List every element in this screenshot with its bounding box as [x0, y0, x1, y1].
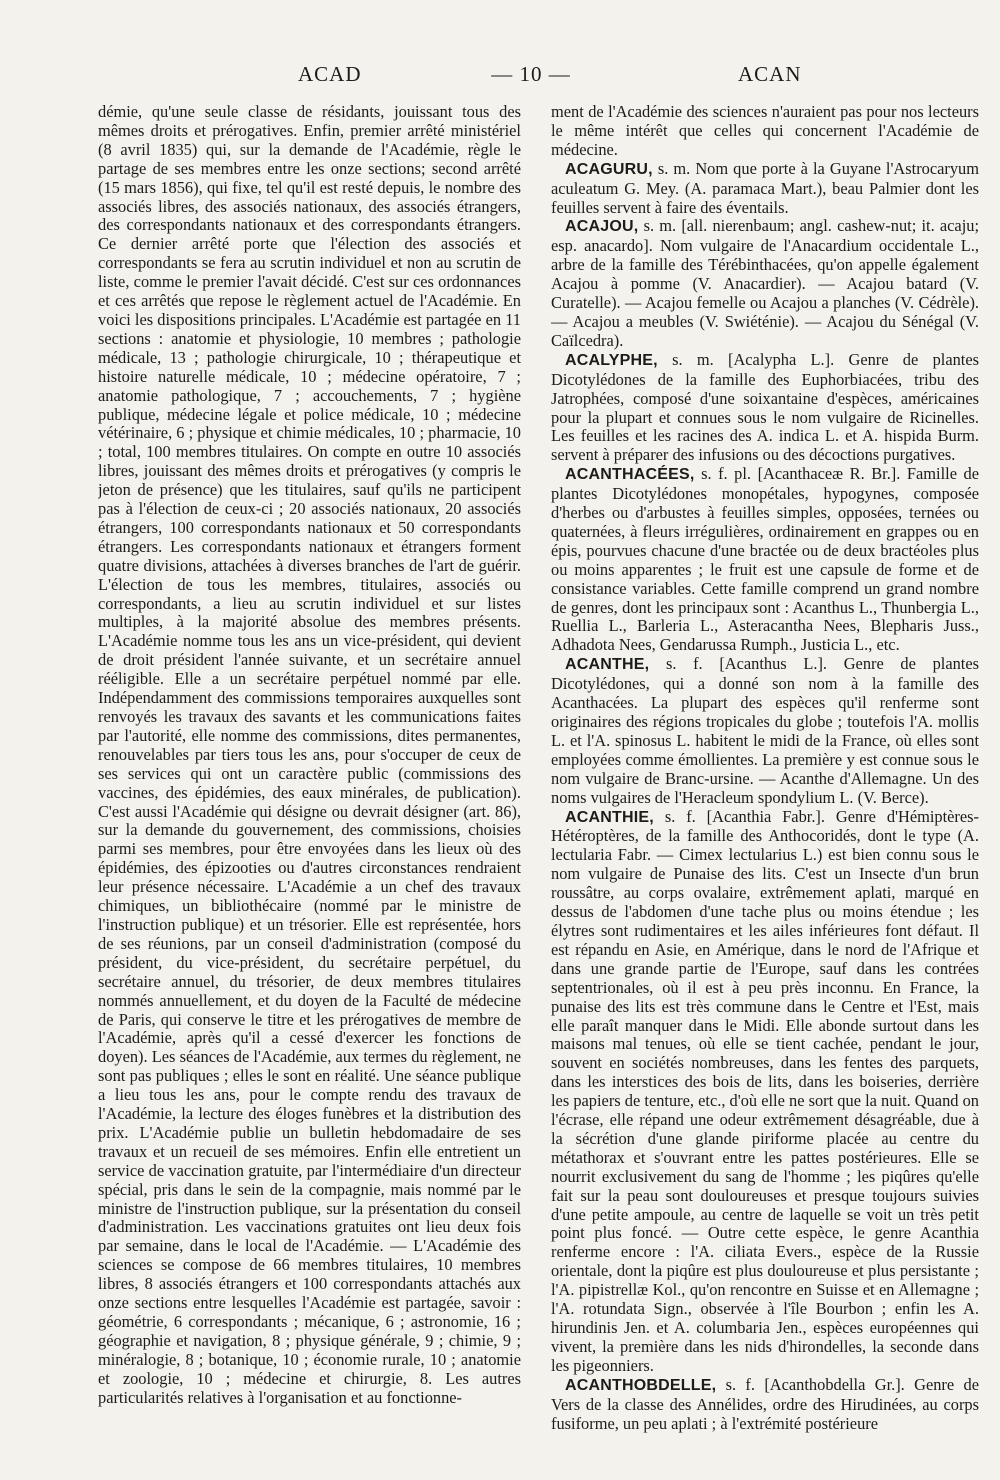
entry-headword: ACANTHIE,: [565, 808, 654, 826]
entry-body: s. f. [Acanthia Fabr.]. Genre d'Hémiptères-Hétéroptères, de la famille des Anthocoridés, dont le type (A. lectularia Fabr. — Cimex lectularius L.) est bien connu sous le nom vulgaire de Punaise des lits. C'est un Insecte d'un brun roussâtre, au corps ovalaire, extrêmement aplati, marqué en dessus de l'abdomen d'une tache plus ou moins étendue ; les élytres sont rudimentaires et les ailes inférieures font défaut. Il est répandu en Asie, en Amérique, dans le nord de l'Afrique et dans une grande partie de l'Europe, sauf dans les contrées septentrionales, où il est à peu près inconnu. En France, la punaise des lits est très commune dans le Centre et l'Est, mais elle paraît manquer dans le Midi. Elle abonde surtout dans les maisons mal tenues, où elle se tient cachée, pendant le jour, souvent en sociétés nombreuses, dans les fentes des parquets, dans les interstices des bois de lits, dans les boiseries, derrière les papiers de tenture, etc., d'où elle ne sort que la nuit. Quand on l'écrase, elle répand une odeur extrêmement désagréable, due à la sécrétion d'une glande piriforme placée au centre du métathorax et s'ouvrant entre les pattes postérieures. Elle se nourrit exclusivement du sang de l'homme ; les piqûres qu'elle fait sur la peau sont douloureuses et presque toujours suivies d'une petite ampoule, au centre de laquelle se voit un très petit point plus foncé. — Outre cette espèce, le genre Acanthia renferme encore : l'A. ciliata Evers., espèce de la Russie orientale, dont la piqûre est plus douloureuse et plus persistante ; l'A. pipistrellæ Kol., qu'on rencontre en Suisse et en Allemagne ; l'A. rotundata Sign., observée à l'île Bourbon ; enfin les A. hirundinis Jen. et A. columbaria Jen., espèces européennes qui vivent, la première dans les nids d'hirondelles, la seconde dans les pigeonniers.: [551, 806, 979, 1375]
entry-acanthobdelle: [551, 1376, 979, 1434]
entry-headword: ACANTHACÉES,: [565, 466, 695, 484]
header-right-guideword: ACAN: [738, 62, 802, 86]
entry-acanthacees: [551, 465, 979, 655]
entry-headword: ACAGURU,: [565, 160, 653, 178]
entry-headword: ACANTHOBDELLE,: [565, 1376, 717, 1394]
entry-body: s. m. [Acalypha L.]. Genre de plantes Dicotylédones de la famille des Euphorbiacées, tribu des Jatrophées, composé d'une soixantaine d'espèces, américaines pour la plupart et connues sous le nom vulgaire de Ricinelles. Les feuilles et les racines des A. indica L. et A. hispida Burm. servent à préparer des infusions ou des décoctions purgatives.: [551, 349, 979, 465]
entry-body: s. m. [all. nierenbaum; angl. cashew-nut; it. acaju; esp. anacardo]. Nom vulgaire de l'Anacardium occidentale L., arbre de la famille des Térébinthacées, qu'on appelle également Acajou à pomme (V. Anacardier). — Acajou batard (V. Curatelle). — Acajou femelle ou Acajou a planches (V. Cédrèle). — Acajou a meubles (V. Swiéténie). — Acajou du Sénégal (V. Caïlcedra).: [551, 216, 979, 350]
entry-acalyphe: [551, 351, 979, 465]
entry-body: s. f. [Acanthobdella Gr.]. Genre de Vers de la classe des Annélides, ordre des Hirudinées, au corps fusiforme, un peu aplati ; à l'extrémité postérieure: [551, 1374, 979, 1433]
entry-headword: ACALYPHE,: [565, 351, 658, 369]
continuation-paragraph: ment de l'Académie des sciences n'auraient pas pour nos lecteurs le même intérêt que celles qui concernent l'Académie de médecine.: [551, 103, 979, 159]
running-header: [0, 62, 1000, 98]
left-column-text: démie, qu'une seule classe de résidants, jouissant tous des mêmes droits et prérogatives. Enfin, premier arrêté ministériel (8 avril 1835) qui, sur la demande de l'Académie, règle le partage de ses membres entre les onze sections; second arrêté (15 mars 1856), qui fixe, tel qu'il est resté depuis, le nombre des associés libres, des associés nationaux, des associés étrangers, des correspondants nationaux et des correspondants étrangers. Ce dernier arrêté porte que l'élection des associés et correspondants se fera au scrutin individuel et non au scrutin de liste, comme le premier l'avait décidé. C'est sur ces ordonnances et ces arrêtés que repose le règlement actuel de l'Académie. En voici les dispositions principales. L'Académie est partagée en 11 sections : anatomie et physiologie, 10 membres ; pathologie médicale, 13 ; pathologie chirurgicale, 10 ; thérapeutique et histoire naturelle médicale, 10 ; médecine opératoire, 7 ; anatomie pathologique, 7 ; accouchements, 7 ; hygiène publique, médecine légale et police médicale, 10 ; médecine vétérinaire, 6 ; physique et chimie médicales, 10 ; pharmacie, 10 ; total, 100 membres titulaires. On compte en outre 10 associés libres, jouissant des mêmes droits et prérogatives (y compris le jeton de présence) que les titulaires, sauf qu'ils ne participent pas à l'élection de ceux-ci ; 20 associés nationaux, 20 associés étrangers, 100 correspondants nationaux et 50 correspondants étrangers. Les correspondants nationaux et étrangers forment quatre divisions, attachées à diverses branches de l'art de guérir. L'élection de tous les membres, titulaires, associés ou correspondants, a lieu au scrutin individuel et sur listes multiples, à la majorité absolue des membres présents. L'Académie nomme tous les ans un vice-président, qui devient de droit président l'année suivante, et un secrétaire annuel rééligible. Elle a un secrétaire perpétuel nommé par elle. Indépendamment des commissions temporaires auxquelles sont renvoyés les travaux des savants et les communications faites par l'autorité, elle nomme des commissions, dites permanentes, renouvelables par tiers tous les ans, pour s'occuper de ceux de ses services qui ont un caractère public (commissions des vaccines, des épidémies, des eaux minérales, de publication). C'est aussi l'Académie qui désigne ou devrait désigner (art. 86), sur la demande du gouvernement, des commissions, choisies parmi ses membres, pour être envoyées dans les lieux où des épidémies, des épizooties ou d'autres circonstances rendraient leur présence nécessaire. L'Académie a un chef des travaux chimiques, un bibliothécaire (nommé par le ministre de l'instruction publique) et un trésorier. Elle est représentée, hors de ses réunions, par un conseil d'administration (composé du président, du vice-président, du secrétaire perpétuel, du secrétaire annuel, du trésorier, de deux membres titulaires nommés annuellement, et du doyen de la Faculté de médecine de Paris, qui conserve le titre et les prérogatives de membre de l'Académie, après qu'il a cessé d'exercer les fonctions de doyen). Les séances de l'Académie, aux termes du règlement, ne sont pas publiques ; elles le sont en réalité. Une séance publique a lieu tous les ans, pour le compte rendu des travaux de l'Académie, la lecture des éloges funèbres et la distribution des prix. L'Académie publie un bulletin hebdomadaire de ses travaux et un recueil de ses mémoires. Enfin elle entretient un service de vaccination gratuite, par l'intermédiaire d'un directeur spécial, pris dans le sein de la compagnie, mais nommé par le ministre de l'instruction publique, sur la présentation du conseil d'administration. Les vaccinations gratuites ont lieu deux fois par semaine, dans le local de l'Académie. — L'Académie des sciences se compose de 66 membres titulaires, 10 membres libres, 8 associés étrangers et 100 correspondants attachés aux onze sections entre lesquelles l'Académie est partagée, savoir : géométrie, 6 correspondants ; mécanique, 6 ; astronomie, 16 ; géographie et navigation, 8 ; physique générale, 9 ; chimie, 9 ; minéralogie, 8 ; botanique, 10 ; économie rurale, 10 ; anatomie et zoologie, 10 ; médecine et chirurgie, 8. Les autres particularités relatives à l'organisation et au fonctionne-: [98, 103, 521, 1407]
entry-headword: ACANTHE,: [565, 656, 650, 674]
entry-acaguru: [551, 160, 979, 218]
entry-body: s. f. pl. [Acanthaceæ R. Br.]. Famille de plantes Dicotylédones monopétales, hypogynes, composée d'herbes ou d'arbustes à feuilles simples, opposées, ternées ou quaternées, à fleurs irrégulières, ordinairement en grappes ou en épis, pourvues chacune d'une bractée ou de deux bractéoles plus ou moins apparentes ; le fruit est une capsule de forme et de consistance variables. Cette famille comprend un grand nombre de genres, dont les principaux sont : Acanthus L., Thunbergia L., Ruellia L., Barleria L., Asteracantha Nees, Blepharis Juss., Adhadota Nees, Gendarussa Rumph., Justicia L., etc.: [551, 464, 979, 655]
entry-body: s. f. [Acanthus L.]. Genre de plantes Dicotylédones, qui a donné son nom à la famille des Acanthacées. La plupart des espèces qu'il renferme sont originaires des régions tropicales du globe ; toutefois l'A. mollis L. et l'A. spinosus L. habitent le midi de la France, où elles sont employées comme émollientes. La première y est connue sous le nom vulgaire de Branc-ursine. — Acanthe d'Allemagne. Un des noms vulgaires de l'Heracleum spondylium L. (V. Berce).: [551, 654, 979, 807]
right-column: [551, 103, 979, 1462]
page-number: — 10 —: [491, 62, 571, 86]
entry-body: s. m. Nom que porte à la Guyane l'Astrocaryum aculeatum G. Mey. (A. paramaca Mart.), beau Palmier dont les feuilles servent à faire des éventails.: [551, 158, 979, 217]
entry-acajou: [551, 217, 979, 350]
entry-acanthe: [551, 655, 979, 807]
entry-acanthie: [551, 808, 979, 1376]
entry-headword: ACAJOU,: [565, 218, 639, 236]
left-column: [98, 103, 521, 1462]
header-left-guideword: ACAD: [298, 62, 362, 86]
